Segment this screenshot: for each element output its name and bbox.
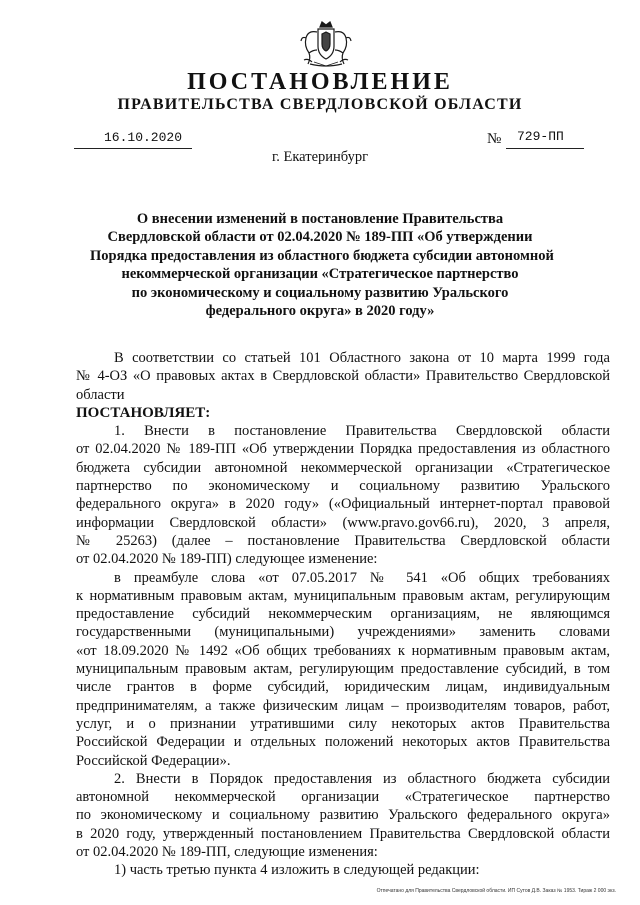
document-body [76, 349, 610, 880]
resolution-heading [90, 210, 554, 320]
body-line: бюджета субсидии автономной некоммерческой организации «Стратегическое [76, 459, 610, 476]
body-line: услуг, и о признании утратившими силу некоторых актов Правительства [76, 715, 610, 732]
body-line: предоставление субсидий некоммерческим организациям, не являющимся [76, 606, 610, 623]
body-line: Российской Федерации и отдельных положений некоторых актов Правительства [76, 734, 610, 751]
body-line: партнерство по экономическому и социальному развитию Уральского [76, 478, 610, 495]
body-line: числе грантов в форме субсидий, юридическим лицам, индивидуальным [76, 679, 610, 696]
document-subtitle: ПРАВИТЕЛЬСТВА СВЕРДЛОВСКОЙ ОБЛАСТИ [117, 96, 523, 113]
body-line: 2. Внести в Порядок предоставления из областного бюджета субсидии [114, 770, 610, 787]
print-footer: Отпечатано для Правительства Свердловской области. ИП Сутов Д.В. Заказ № 1953. Тираж 2 000 экз. [376, 888, 616, 894]
body-line: информации Свердловской области» (www.pravo.gov66.ru), 2020, 3 апреля, [76, 514, 610, 531]
resolves-heading: ПОСТАНОВЛЯЕТ: [76, 404, 211, 421]
document-title: ПОСТАНОВЛЕНИЕ [187, 69, 453, 95]
body-line: области [76, 386, 125, 403]
body-line: муниципальным правовым актам, регулирующим предоставление субсидий, в том [76, 661, 610, 678]
body-line: предпринимателям, а также физическим лицам – производителям товаров, работ, [76, 697, 610, 714]
body-line: в преамбуле слова «от 07.05.2017 № 541 «Об общих требованиях [114, 569, 610, 586]
number-sign: № [487, 131, 502, 147]
body-line: В соответствии со статьей 101 Областного закона от 10 марта 1999 года [114, 350, 610, 366]
heading-line: по экономическому и социальному развитию Уральского [131, 284, 509, 301]
coat-of-arms-icon [298, 20, 354, 68]
body-line: № 25263) (далее – постановление Правительства Свердловской области [76, 532, 610, 549]
heading-line: Свердловской области от 02.04.2020 № 189-ПП «Об утверждении [107, 229, 533, 246]
body-line: автономной некоммерческой организации «Стратегическое партнерство [76, 789, 610, 806]
body-line: от 02.04.2020 № 189-ПП «Об утверждении Порядка предоставления из областного [76, 441, 610, 458]
heading-line: некоммерческой организации «Стратегическое партнерство [121, 266, 519, 283]
city: г. Екатеринбург [271, 149, 369, 165]
body-line: 1. Внести в постановление Правительства Свердловской области [114, 423, 610, 440]
body-line: «от 18.09.2020 № 1492 «Об общих требованиях к нормативным правовым актам, [76, 642, 610, 659]
document-date: 16.10.2020 [104, 130, 183, 145]
body-line: по экономическому и социальному развитию Уральского федерального округа» [76, 807, 610, 824]
document-number: 729-ПП [517, 129, 564, 144]
heading-line: Порядка предоставления из областного бюджета субсидии автономной [90, 247, 554, 264]
body-line: государственными (муниципальными) учреждениями» заменить словами [76, 624, 610, 641]
body-line: от 02.04.2020 № 189-ПП) следующее изменение: [76, 551, 378, 568]
body-line: 1) часть третью пункта 4 изложить в следующей редакции: [114, 862, 480, 879]
body-line: от 02.04.2020 № 189-ПП, следующие изменения: [76, 844, 378, 861]
body-line: № 4-ОЗ «О правовых актах в Свердловской области» Правительство Свердловской [76, 368, 610, 385]
heading-line: федерального округа» в 2020 году» [205, 303, 435, 320]
body-line: федерального округа» в 2020 году» («Официальный интернет-портал правовой [76, 496, 610, 513]
heading-line: О внесении изменений в постановление Правительства [136, 211, 504, 227]
body-line: в 2020 году, утвержденный постановлением Правительства Свердловской области [76, 825, 610, 842]
body-line: Российской Федерации». [76, 752, 231, 769]
body-line: к нормативным правовым актам, муниципальным правовым актам, регулирующим [76, 587, 610, 604]
